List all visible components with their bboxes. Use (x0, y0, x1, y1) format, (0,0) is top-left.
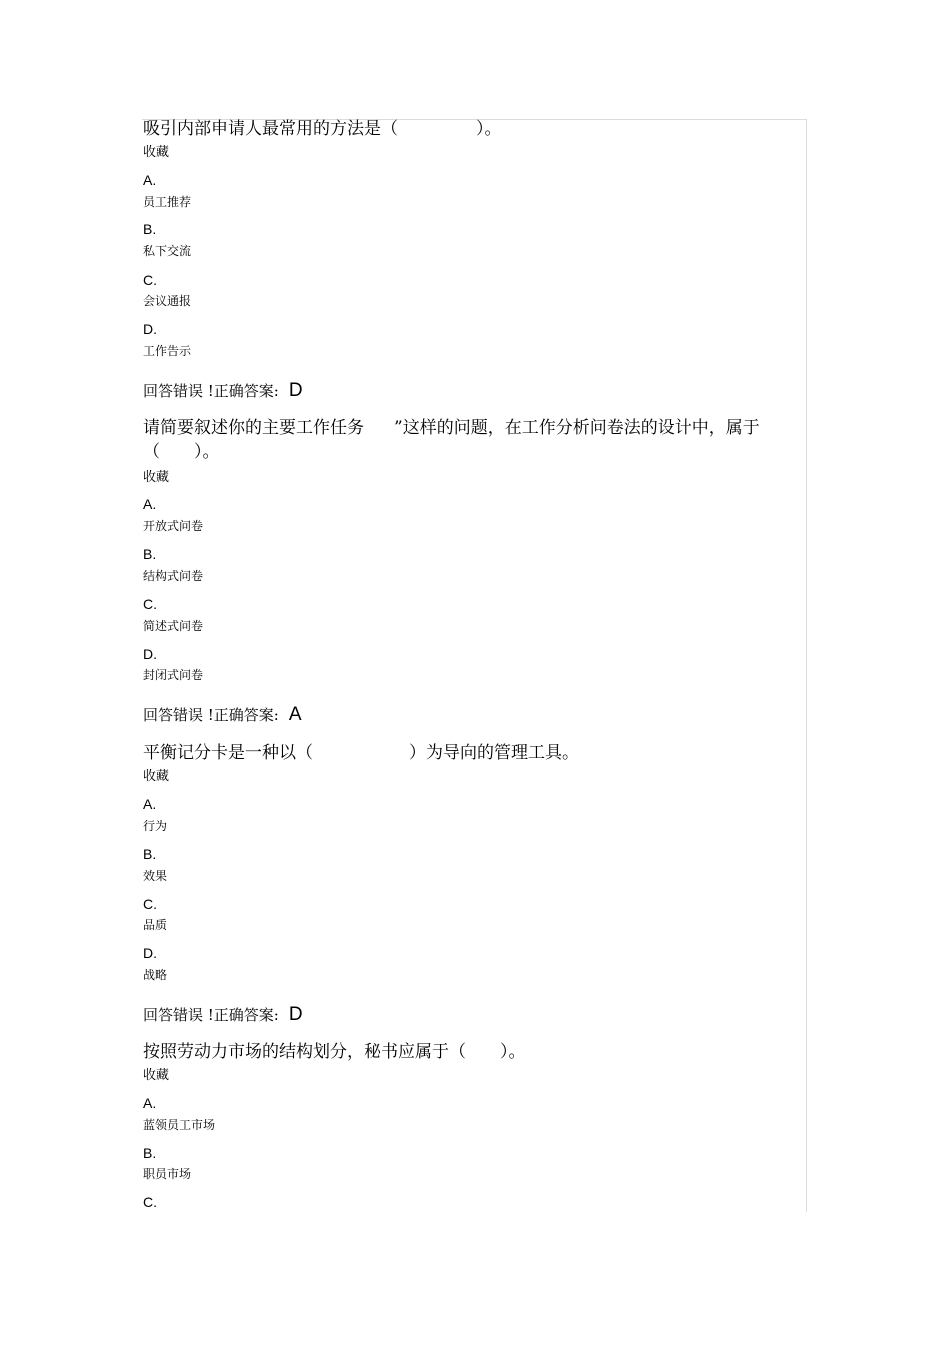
question-stem: 请简要叙述你的主要工作任务 ”这样的问题，在工作分析问卷法的设计中，属于 (143, 418, 760, 438)
favorite-link[interactable]: 收藏 (143, 145, 170, 160)
option-text[interactable]: 职员市场 (143, 1167, 192, 1181)
option-letter: B. (143, 221, 157, 237)
favorite-link[interactable]: 收藏 (143, 1068, 170, 1083)
option-letter: B. (143, 846, 157, 862)
correct-answer: A (288, 704, 302, 725)
option-letter: D. (143, 945, 157, 961)
answer-result: 回答错误 !正确答案: D (143, 380, 303, 401)
answer-result: 回答错误 !正确答案: A (143, 704, 302, 725)
option-letter: A. (143, 1095, 157, 1111)
option-text[interactable]: 私下交流 (143, 244, 192, 258)
option-letter: C. (143, 1194, 157, 1210)
option-letter: B. (143, 1145, 157, 1161)
option-text[interactable]: 员工推荐 (143, 195, 192, 209)
favorite-link[interactable]: 收藏 (143, 470, 170, 485)
correct-answer: D (288, 1004, 303, 1025)
option-text[interactable]: 结构式问卷 (143, 569, 204, 583)
question-stem: 平衡记分卡是一种以（ ）为导向的管理工具。 (143, 743, 579, 763)
option-text[interactable]: 战略 (143, 968, 168, 982)
question-stem-continued: （ ）。 (143, 442, 220, 462)
option-letter: A. (143, 796, 157, 812)
option-text[interactable]: 简述式问卷 (143, 619, 204, 633)
option-text[interactable]: 效果 (143, 869, 168, 883)
question-stem: 按照劳动力市场的结构划分，秘书应属于（ ）。 (143, 1042, 526, 1062)
option-text[interactable]: 行为 (143, 819, 168, 833)
option-text[interactable]: 品质 (143, 918, 168, 932)
option-letter: B. (143, 546, 157, 562)
option-letter: C. (143, 896, 157, 912)
option-text[interactable]: 会议通报 (143, 294, 192, 308)
option-letter: D. (143, 321, 157, 337)
option-text[interactable]: 蓝领员工市场 (143, 1118, 216, 1132)
question-stem: 吸引内部申请人最常用的方法是（ ）。 (143, 119, 502, 139)
favorite-link[interactable]: 收藏 (143, 769, 170, 784)
correct-answer: D (288, 380, 303, 401)
option-letter: A. (143, 496, 157, 512)
option-letter: C. (143, 272, 157, 288)
option-text[interactable]: 工作告示 (143, 344, 192, 358)
option-letter: C. (143, 596, 157, 612)
option-text[interactable]: 封闭式问卷 (143, 668, 204, 682)
option-text[interactable]: 开放式问卷 (143, 519, 204, 533)
option-letter: D. (143, 646, 157, 662)
option-letter: A. (143, 172, 157, 188)
answer-result: 回答错误 !正确答案: D (143, 1004, 303, 1025)
